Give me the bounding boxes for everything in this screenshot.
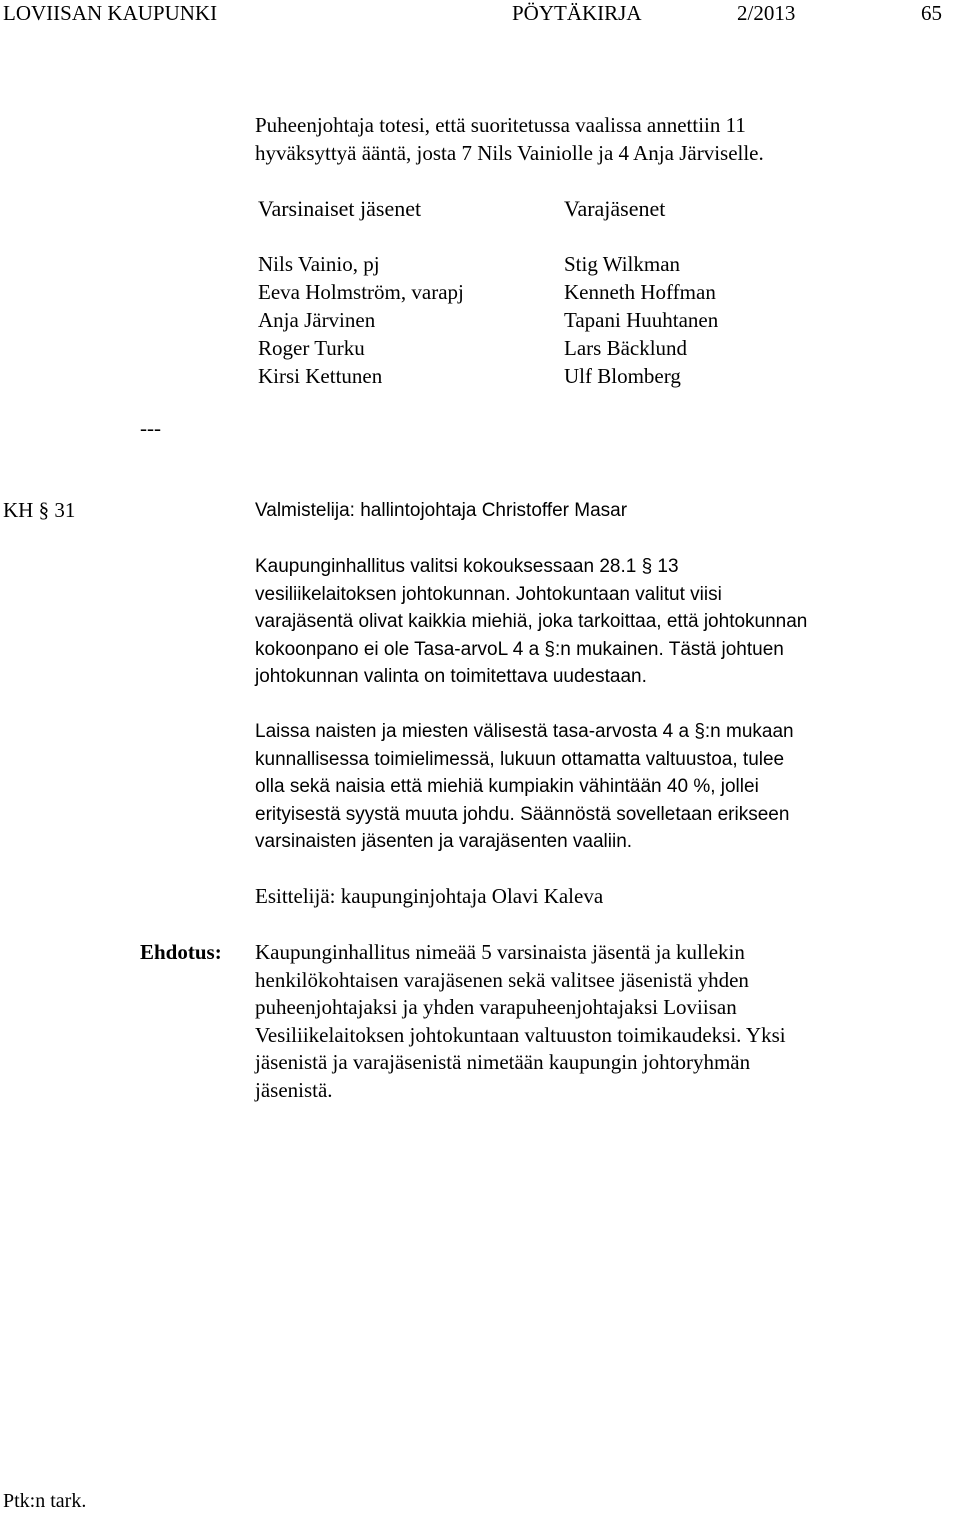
list-item: Roger Turku — [258, 336, 365, 360]
paragraph-1 — [255, 553, 895, 691]
intro-line: Puheenjohtaja totesi, että suoritetussa vaalissa annettiin 11 — [255, 113, 746, 137]
regular-members-heading: Varsinaiset jäsenet — [258, 196, 422, 221]
list-item: Lars Bäcklund — [564, 336, 688, 360]
intro-paragraph — [255, 112, 895, 167]
section-separator: --- — [140, 416, 161, 440]
section-num: 31 — [54, 498, 76, 522]
paragraph-line: Kaupunginhallitus nimeää 5 varsinaista jäsentä ja kullekin — [255, 940, 745, 964]
list-item: Eeva Holmström, varapj — [258, 280, 464, 304]
list-item: Tapani Huuhtanen — [564, 308, 719, 332]
list-item: Nils Vainio, pj — [258, 252, 380, 276]
paragraph-line: kokoonpano ei ole Tasa-arvoL 4 a §:n mukainen. Tästä johtuen — [255, 638, 784, 660]
list-item: Kirsi Kettunen — [258, 364, 383, 388]
paragraph-line: kunnallisessa toimielimessä, lukuun ottamatta valtuustoa, tulee — [255, 748, 785, 770]
page-header — [0, 0, 960, 30]
deputy-members-heading: Varajäsenet — [564, 196, 666, 221]
deputy-members-list — [564, 250, 718, 390]
document-number: 2/2013 — [737, 1, 796, 25]
proposal-label: Ehdotus: — [140, 940, 222, 964]
paragraph-line: jäsenistä. — [255, 1077, 333, 1102]
paragraph-2 — [255, 718, 895, 856]
paragraph-line: Laissa naisten ja miesten välisestä tasa-arvosta 4 a §:n mukaan — [255, 721, 794, 742]
paragraph-line: erityisestä syystä muuta johdu. Säännöstä sovelletaan erikseen — [255, 803, 790, 825]
paragraph-line: Vesiliikelaitoksen johtokuntaan valtuuston toimikaudeksi. Yksi — [255, 1022, 786, 1047]
section-symbol: § — [38, 498, 50, 522]
presenter-line: Esittelijä: kaupunginjohtaja Olavi Kaleva — [255, 884, 604, 908]
paragraph-line: varsinaisten jäsenten ja varajäsenten vaaliin. — [255, 831, 633, 852]
paragraph-line: vesiliikelaitoksen johtokunnan. Johtokuntaan valitut viisi — [255, 583, 722, 605]
paragraph-line: henkilökohtaisen varajäsenen sekä valitsee jäsenistä yhden — [255, 967, 749, 992]
list-item: Ulf Blomberg — [564, 364, 681, 388]
section-number — [3, 497, 75, 525]
page-number: 65 — [921, 1, 942, 25]
list-item: Kenneth Hoffman — [564, 280, 716, 304]
intro-line: hyväksyttyä ääntä, josta 7 Nils Vainiolle ja 4 Anja Järviselle. — [255, 140, 764, 165]
paragraph-line: olla sekä naisia että miehiä kumpiakin vähintään 40 %, jollei — [255, 776, 759, 797]
regular-members-list — [258, 250, 464, 390]
list-item: Anja Järvinen — [258, 308, 376, 332]
paragraph-line: varajäsentä olivat kaikkia miehiä, joka tarkoittaa, että johtokunnan — [255, 611, 808, 632]
paragraph-line: johtokunnan valinta on toimitettava uudestaan. — [255, 666, 647, 687]
preparer-line: Valmistelija: hallintojohtaja Christoffer Masar — [255, 500, 628, 521]
organization-name: LOVIISAN KAUPUNKI — [3, 1, 218, 25]
section-code: KH — [3, 498, 34, 522]
paragraph-line: Kaupunginhallitus valitsi kokouksessaan 28.1 § 13 — [255, 556, 679, 577]
minutes-check-label: Ptk:n tark. — [3, 1490, 87, 1512]
document-type: PÖYTÄKIRJA — [512, 1, 642, 25]
list-item: Stig Wilkman — [564, 252, 681, 276]
paragraph-line: puheenjohtajaksi ja yhden varapuheenjohtajaksi Loviisan — [255, 995, 737, 1019]
paragraph-line: jäsenistä ja varajäsenistä nimetään kaupungin johtoryhmän — [255, 1050, 751, 1074]
proposal-text — [255, 939, 895, 1104]
